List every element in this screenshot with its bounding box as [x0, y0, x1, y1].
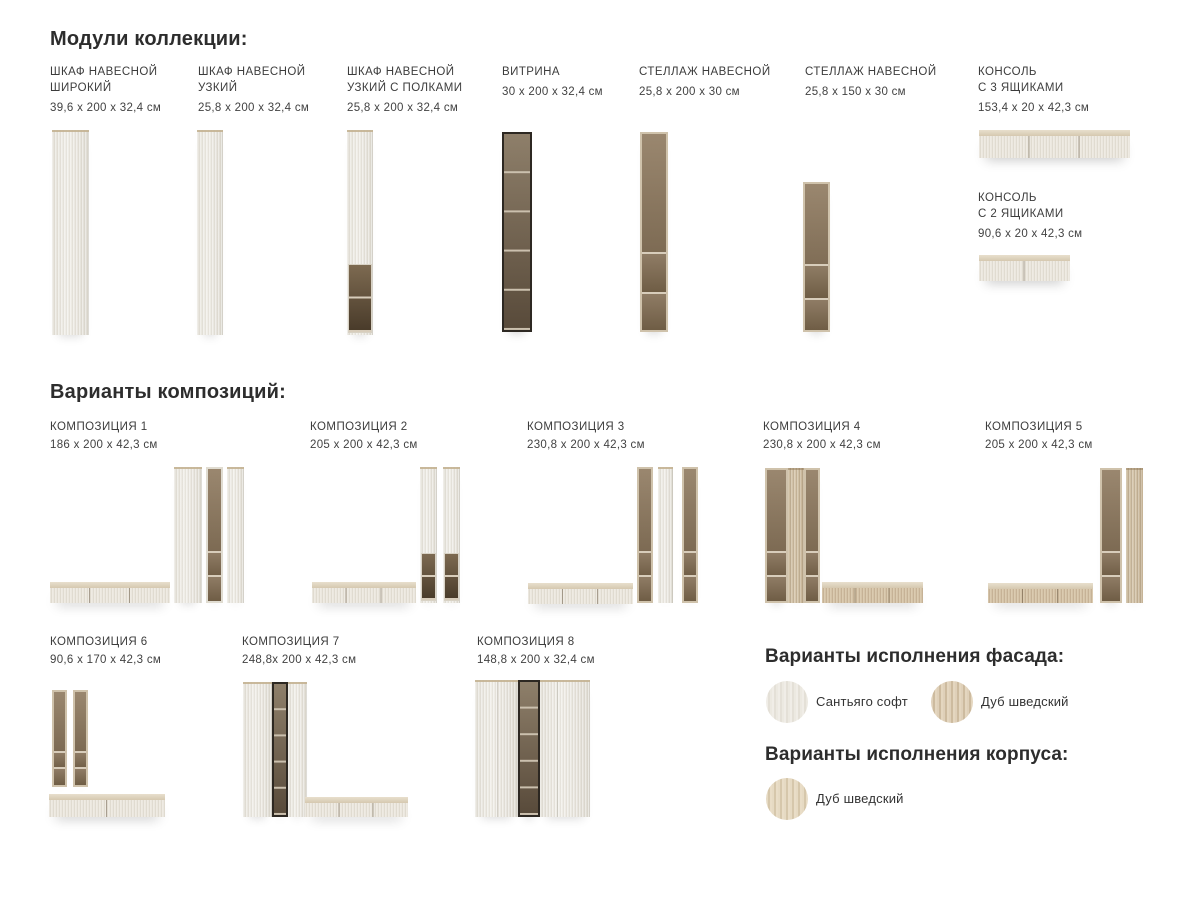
open-shelves [421, 553, 436, 601]
facade-swatch-santiago-soft[interactable] [766, 681, 808, 723]
module-image-cabinet-narrow [197, 130, 223, 335]
composition-1-stellazh [206, 467, 223, 603]
console-front [979, 136, 1130, 158]
module-dims: 90,6 x 20 x 42,3 см [978, 228, 1083, 240]
module-title-line2: УЗКИЙ С ПОЛКАМИ [347, 82, 463, 94]
shelf-cell [642, 292, 666, 330]
body-section-title: Варианты исполнения корпуса: [765, 744, 1069, 765]
module-card-8 [978, 190, 1082, 242]
composition-2-cabinet-shelves [420, 467, 437, 603]
module-dims: 39,6 x 200 x 32,4 см [50, 102, 162, 114]
module-image-cabinet-wide [52, 130, 89, 335]
shelf-cell [1102, 551, 1120, 577]
console-front [528, 589, 633, 604]
module-title: КОНСОЛЬ [978, 192, 1037, 204]
composition-3-console [528, 583, 633, 604]
facade-swatch-swedish-oak[interactable] [931, 681, 973, 723]
console-front [979, 261, 1070, 281]
composition-dims: 148,8 x 200 x 32,4 см [477, 654, 595, 666]
composition-3-stellazh [682, 467, 698, 603]
composition-2-cabinet-shelves [443, 467, 460, 603]
composition-title: КОМПОЗИЦИЯ 3 [527, 421, 625, 433]
modules-section-title: Модули коллекции: [50, 28, 248, 50]
composition-dims: 205 x 200 x 42,3 см [310, 439, 418, 451]
composition-3-stellazh [637, 467, 653, 603]
composition-6-stellazh [73, 690, 88, 787]
composition-7-cabinet [243, 682, 272, 817]
composition-card-8 [477, 634, 595, 668]
facade-swatch-label: Дуб шведский [981, 694, 1069, 709]
module-image-console-3-drawers [979, 130, 1130, 158]
door-line [497, 682, 498, 817]
module-card-4 [502, 64, 603, 100]
composition-5-stellazh [1100, 468, 1122, 603]
composition-card-2 [310, 419, 418, 453]
facade-section-title: Варианты исполнения фасада: [765, 646, 1065, 667]
open-shelves [444, 553, 459, 601]
module-title: ШКАФ НАВЕСНОЙ [198, 66, 306, 78]
composition-3-cabinet [658, 467, 673, 603]
composition-1-cabinet-narrow [227, 467, 244, 603]
composition-1-console [50, 582, 170, 603]
module-dims: 25,8 x 200 x 32,4 см [347, 102, 459, 114]
composition-title: КОМПОЗИЦИЯ 2 [310, 421, 408, 433]
composition-title: КОМПОЗИЦИЯ 6 [50, 636, 148, 648]
shelf-cell [54, 767, 65, 785]
console-front [49, 800, 165, 817]
module-image-vitrina [502, 132, 532, 332]
module-card-7 [978, 64, 1089, 116]
composition-2-console [312, 582, 416, 603]
composition-7-vitrina [272, 682, 288, 817]
composition-4-cabinet-oak [788, 468, 804, 603]
module-title: СТЕЛЛАЖ НАВЕСНОЙ [639, 66, 771, 78]
composition-5-console [988, 583, 1093, 603]
door-line [557, 682, 558, 817]
compositions-section-title: Варианты композиций: [50, 381, 287, 403]
composition-title: КОМПОЗИЦИЯ 1 [50, 421, 148, 433]
composition-card-7 [242, 634, 356, 668]
module-card-1 [50, 64, 161, 116]
module-card-6 [805, 64, 937, 100]
module-title-line2: ШИРОКИЙ [50, 82, 112, 94]
composition-card-4 [763, 419, 881, 453]
module-title-line2: С 3 ЯЩИКАМИ [978, 82, 1064, 94]
module-title-line2: УЗКИЙ [198, 82, 238, 94]
module-dims: 153,4 x 20 x 42,3 см [978, 102, 1090, 114]
shelf-cell [639, 551, 651, 577]
shelf-cell [806, 575, 818, 601]
console-front [305, 803, 408, 817]
module-dims: 25,8 x 200 x 32,4 см [198, 102, 310, 114]
composition-5-cabinet-oak [1126, 468, 1143, 603]
shelf-cell [767, 575, 786, 601]
shelf-cell [767, 551, 786, 577]
composition-6-console [49, 794, 165, 817]
shelf-cell [805, 264, 828, 298]
module-dims: 25,8 x 150 x 30 см [805, 86, 906, 98]
composition-1-cabinet-wide [174, 467, 202, 603]
composition-dims: 248,8x 200 x 42,3 см [242, 654, 357, 666]
module-title-line2: С 2 ЯЩИКАМИ [978, 208, 1064, 220]
shelf-cell [684, 551, 696, 577]
composition-8-cabinet [540, 680, 590, 817]
module-image-cabinet-narrow-shelves [347, 130, 373, 335]
composition-7-console [305, 797, 408, 817]
composition-8-vitrina [518, 680, 540, 817]
composition-dims: 230,8 x 200 x 42,3 см [527, 439, 645, 451]
module-title: ШКАФ НАВЕСНОЙ [347, 66, 455, 78]
module-image-stellazh-150 [803, 182, 830, 332]
body-swatch-label: Дуб шведский [816, 791, 904, 806]
composition-4-stellazh [804, 468, 820, 603]
module-image-console-2-drawers [979, 255, 1070, 281]
console-front [822, 588, 923, 603]
composition-dims: 230,8 x 200 x 42,3 см [763, 439, 881, 451]
composition-dims: 186 x 200 x 42,3 см [50, 439, 158, 451]
module-title: ШКАФ НАВЕСНОЙ [50, 66, 158, 78]
composition-dims: 90,6 x 170 x 42,3 см [50, 654, 162, 666]
composition-card-1 [50, 419, 158, 453]
composition-title: КОМПОЗИЦИЯ 4 [763, 421, 861, 433]
composition-title: КОМПОЗИЦИЯ 7 [242, 636, 340, 648]
shelf-cell [1102, 575, 1120, 601]
console-front [312, 588, 416, 603]
shelf-cell [639, 575, 651, 601]
body-swatch-swedish-oak[interactable] [766, 778, 808, 820]
shelf-cell [805, 298, 828, 330]
shelf-cell [684, 575, 696, 601]
composition-6-stellazh [52, 690, 67, 787]
module-title: КОНСОЛЬ [978, 66, 1037, 78]
shelf-cell [806, 551, 818, 577]
module-image-stellazh-200 [640, 132, 668, 332]
composition-title: КОМПОЗИЦИЯ 5 [985, 421, 1083, 433]
shelf-cell [75, 767, 86, 785]
composition-4-stellazh [765, 468, 788, 603]
console-front [988, 589, 1093, 603]
module-title: СТЕЛЛАЖ НАВЕСНОЙ [805, 66, 937, 78]
module-card-3 [347, 64, 463, 116]
module-card-2 [198, 64, 309, 116]
module-dims: 25,8 x 200 x 30 см [639, 86, 740, 98]
composition-4-console [822, 582, 923, 603]
shelf-cell [208, 575, 221, 601]
composition-title: КОМПОЗИЦИЯ 8 [477, 636, 575, 648]
shelf-cell [642, 252, 666, 292]
console-front [50, 588, 170, 603]
module-dims: 30 x 200 x 32,4 см [502, 86, 603, 98]
module-title: ВИТРИНА [502, 66, 561, 78]
composition-card-6 [50, 634, 161, 668]
composition-8-cabinet [475, 680, 518, 817]
shelf-cell [208, 551, 221, 577]
composition-dims: 205 x 200 x 42,3 см [985, 439, 1093, 451]
facade-swatch-label: Сантьяго софт [816, 694, 908, 709]
composition-card-3 [527, 419, 645, 453]
composition-card-5 [985, 419, 1093, 453]
open-shelves [348, 264, 372, 333]
module-card-5 [639, 64, 771, 100]
